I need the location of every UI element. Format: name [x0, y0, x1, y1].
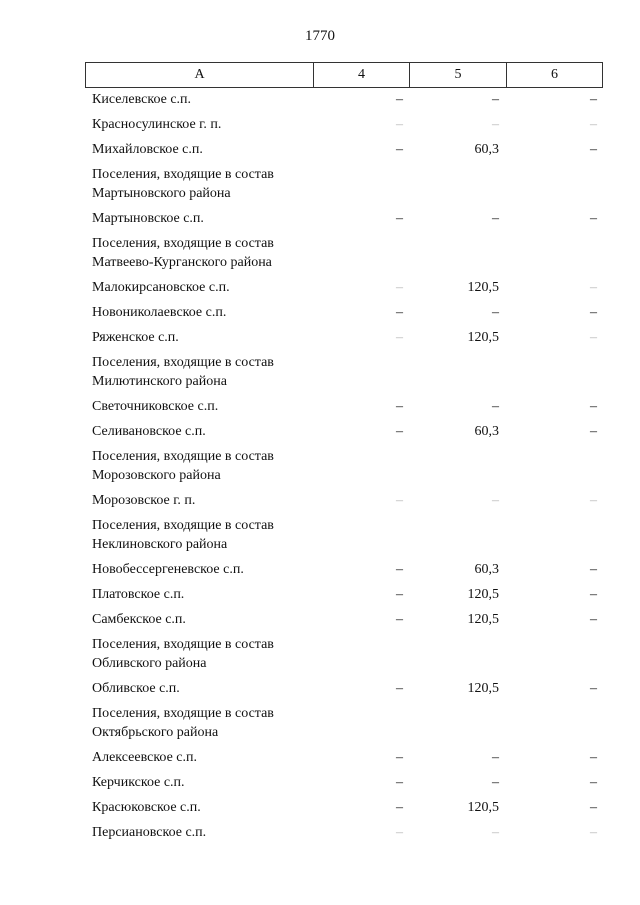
cell-col-4: –	[396, 612, 403, 627]
settlement-name: Киселевское с.п.	[92, 92, 192, 107]
cell-col-4: –	[396, 399, 403, 414]
table-row	[0, 420, 640, 445]
settlement-name: Красюковское с.п.	[92, 800, 201, 815]
cell-col-4: –	[396, 424, 403, 439]
cell-col-6: –	[590, 280, 597, 295]
page-number: 1770	[305, 28, 335, 44]
settlement-name: Персиановское с.п.	[92, 825, 207, 840]
cell-col-6: –	[590, 305, 597, 320]
table-row	[0, 138, 640, 163]
district-group-header	[0, 633, 640, 677]
table-row	[0, 395, 640, 420]
table-row	[0, 489, 640, 514]
header-col-6: 6	[507, 63, 603, 88]
cell-col-6: –	[590, 825, 597, 840]
cell-col-4: –	[396, 280, 403, 295]
district-group-label: Поселения, входящие в состав Матвеево-Курганского района	[92, 236, 274, 270]
cell-col-4: –	[396, 117, 403, 132]
cell-col-6: –	[590, 587, 597, 602]
district-group-label: Поселения, входящие в состав Морозовского района	[92, 449, 274, 483]
cell-col-6: –	[590, 775, 597, 790]
cell-col-4: –	[396, 562, 403, 577]
cell-col-6: –	[590, 681, 597, 696]
table-row	[0, 113, 640, 138]
cell-col-6: –	[590, 750, 597, 765]
cell-col-5: –	[492, 750, 499, 765]
district-group-label: Поселения, входящие в состав Милютинского района	[92, 355, 274, 389]
district-group-label: Поселения, входящие в состав Неклиновского района	[92, 518, 274, 552]
header-col-4: 4	[314, 63, 410, 88]
cell-col-5: 60,3	[474, 562, 499, 577]
table-row	[0, 88, 640, 113]
cell-col-5: 120,5	[467, 587, 499, 602]
cell-col-4: –	[396, 211, 403, 226]
cell-col-6: –	[590, 424, 597, 439]
cell-col-4: –	[396, 330, 403, 345]
cell-col-5: 120,5	[467, 612, 499, 627]
table-row	[0, 276, 640, 301]
table-row	[0, 677, 640, 702]
table-row	[0, 746, 640, 771]
cell-col-4: –	[396, 493, 403, 508]
settlement-name: Светочниковское с.п.	[92, 399, 219, 414]
district-group-header	[0, 445, 640, 489]
table-row	[0, 821, 640, 846]
cell-col-5: –	[492, 493, 499, 508]
settlement-name: Мартыновское с.п.	[92, 211, 204, 226]
settlement-name: Морозовское г. п.	[92, 493, 196, 508]
cell-col-4: –	[396, 587, 403, 602]
cell-col-5: 120,5	[467, 330, 499, 345]
table-row	[0, 583, 640, 608]
cell-col-5: –	[492, 775, 499, 790]
district-group-label: Поселения, входящие в состав Октябрьского района	[92, 706, 274, 740]
table-header	[85, 62, 603, 88]
cell-col-4: –	[396, 92, 403, 107]
settlement-name: Малокирсановское с.п.	[92, 280, 230, 295]
settlement-name: Керчикское с.п.	[92, 775, 185, 790]
cell-col-6: –	[590, 142, 597, 157]
table-row	[0, 207, 640, 232]
cell-col-6: –	[590, 612, 597, 627]
district-group-header	[0, 163, 640, 207]
district-group-header	[0, 514, 640, 558]
header-col-a: А	[86, 63, 314, 88]
settlement-name: Платовское с.п.	[92, 587, 185, 602]
cell-col-4: –	[396, 305, 403, 320]
settlement-name: Красносулинское г. п.	[92, 117, 222, 132]
settlement-name: Михайловское с.п.	[92, 142, 203, 157]
cell-col-5: 120,5	[467, 800, 499, 815]
cell-col-5: –	[492, 305, 499, 320]
cell-col-4: –	[396, 142, 403, 157]
header-col-5: 5	[410, 63, 507, 88]
cell-col-5: –	[492, 117, 499, 132]
cell-col-5: –	[492, 92, 499, 107]
cell-col-5: 120,5	[467, 681, 499, 696]
district-group-header	[0, 232, 640, 276]
cell-col-5: 120,5	[467, 280, 499, 295]
settlement-name: Новобессергеневское с.п.	[92, 562, 244, 577]
district-group-label: Поселения, входящие в состав Мартыновского района	[92, 167, 274, 201]
table-row	[0, 608, 640, 633]
cell-col-6: –	[590, 211, 597, 226]
settlement-name: Самбекское с.п.	[92, 612, 186, 627]
cell-col-5: –	[492, 399, 499, 414]
cell-col-5: –	[492, 825, 499, 840]
table-row	[0, 301, 640, 326]
table-row	[0, 771, 640, 796]
settlement-name: Алексеевское с.п.	[92, 750, 197, 765]
table-row	[0, 796, 640, 821]
cell-col-6: –	[590, 330, 597, 345]
cell-col-5: 60,3	[474, 424, 499, 439]
cell-col-6: –	[590, 493, 597, 508]
cell-col-4: –	[396, 750, 403, 765]
cell-col-6: –	[590, 800, 597, 815]
table-row	[0, 558, 640, 583]
cell-col-5: –	[492, 211, 499, 226]
cell-col-6: –	[590, 92, 597, 107]
district-group-header	[0, 702, 640, 746]
district-group-label: Поселения, входящие в состав Обливского района	[92, 637, 274, 671]
cell-col-5: 60,3	[474, 142, 499, 157]
cell-col-4: –	[396, 681, 403, 696]
cell-col-4: –	[396, 775, 403, 790]
settlement-name: Селивановское с.п.	[92, 424, 206, 439]
table-body	[0, 88, 640, 846]
district-group-header	[0, 351, 640, 395]
cell-col-6: –	[590, 117, 597, 132]
settlement-name: Ряженское с.п.	[92, 330, 179, 345]
settlement-name: Новониколаевское с.п.	[92, 305, 227, 320]
cell-col-4: –	[396, 800, 403, 815]
settlement-name: Обливское с.п.	[92, 681, 180, 696]
table-row	[0, 326, 640, 351]
cell-col-6: –	[590, 562, 597, 577]
cell-col-6: –	[590, 399, 597, 414]
cell-col-4: –	[396, 825, 403, 840]
